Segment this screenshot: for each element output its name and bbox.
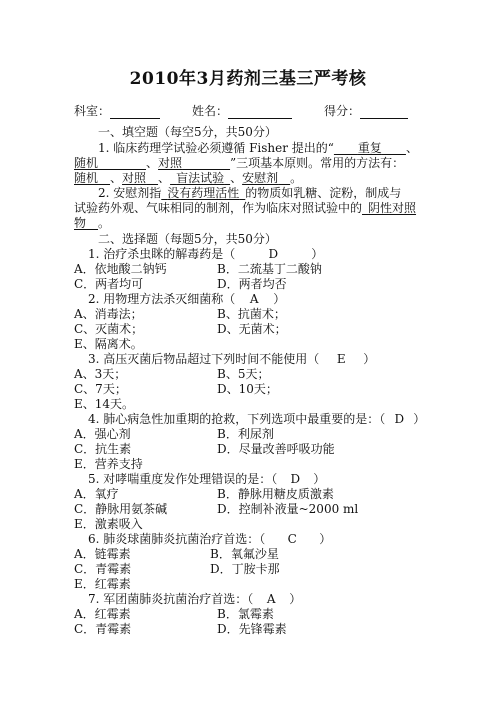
option[interactable]: B．氧氟沙星 (210, 547, 279, 561)
option[interactable]: D．两者均否 (217, 277, 287, 291)
question-answer: A (266, 592, 276, 606)
option[interactable]: A．依地酸二钠钙 (74, 262, 167, 276)
score-blank[interactable] (360, 106, 408, 119)
score-label: 得分： (324, 104, 361, 118)
question-answer: C (287, 532, 297, 546)
option[interactable]: C．青霉素 (74, 622, 132, 636)
option[interactable]: B、抗菌术； (217, 307, 286, 321)
q1-answer-blank: 盲法试验 (176, 171, 225, 185)
option[interactable]: A．氧疗 (74, 487, 119, 501)
q1-answer-blank: 随机 (74, 156, 99, 170)
option[interactable]: E、14天。 (74, 397, 135, 411)
q1-line-2: 随机 、对照 ”三项基本原则。常用的方法有： (74, 156, 405, 170)
option[interactable]: B、5天； (217, 367, 270, 381)
q1-line-1: 1. 临床药理学试验必须遵循 Fisher 提出的“ 重复 、 (98, 141, 418, 155)
option[interactable]: D．控制补液量~2000 ml (217, 502, 359, 516)
section-heading-fill-in: 一、填空题（每空5分，共50分） (98, 125, 277, 139)
question-stem: 4. 肺心病急性加重期的抢救，下列选项中最重要的是：（ D ） (88, 412, 426, 426)
dept-label: 科室： (74, 104, 111, 118)
option[interactable]: E．营养支持 (74, 457, 143, 471)
q2-line-3: 物 。 (74, 216, 111, 230)
q1-answer-blank: 随机 (74, 171, 99, 185)
question-stem: 2. 用物理方法杀灭细菌称（ A ） (88, 292, 286, 306)
q1-answer-blank: 安慰剂 (242, 171, 279, 185)
q2-answer-blank: 没有药理活性 (167, 186, 240, 200)
q2-answer-blank: 阴性对照 (368, 201, 417, 215)
question-answer: E (336, 352, 346, 366)
option[interactable]: D．尽量改善呼吸功能 (217, 442, 335, 456)
question-stem: 3. 高压灭菌后物品超过下列时间不能使用（ E ） (88, 352, 376, 366)
option[interactable]: C、7天； (74, 382, 127, 396)
option[interactable]: A、消毒法； (74, 307, 143, 321)
question-answer: D (394, 412, 405, 426)
option[interactable]: A．红霉素 (74, 607, 131, 621)
option[interactable]: B．静脉用糖皮质激素 (217, 487, 334, 501)
option[interactable]: B．二巯基丁二酸钠 (217, 262, 322, 276)
option[interactable]: E．激素吸入 (74, 517, 143, 531)
option[interactable]: D、无菌术； (217, 322, 287, 336)
score-field[interactable] (324, 102, 408, 119)
q1-answer-blank: 重复 (357, 141, 382, 155)
section-heading-multiple-choice: 二、选择题（每题5分，共50分） (98, 232, 277, 246)
exam-header-fields (74, 102, 434, 120)
dept-field[interactable] (74, 102, 160, 119)
q2-line-2: 试验药外观、气味相同的制剂，作为临床对照试验中的 阴性对照 (74, 201, 417, 215)
name-blank[interactable] (228, 106, 292, 119)
page-title: 2010年3月药剂三基三严考核 (129, 69, 367, 89)
option[interactable]: B．利尿剂 (217, 427, 274, 441)
name-field[interactable] (192, 102, 292, 119)
name-label: 姓名： (192, 104, 229, 118)
option[interactable]: D．先锋霉素 (217, 622, 287, 636)
option[interactable]: C．静脉用氨茶碱 (74, 502, 168, 516)
option[interactable]: C．两者均可 (74, 277, 144, 291)
option[interactable]: A、3天； (74, 367, 127, 381)
q1-line-3: 随机 、对照 、 盲法试验 、安慰剂 。 (74, 171, 303, 185)
option[interactable]: E、隔离术。 (74, 337, 143, 351)
option[interactable]: C、灭菌术； (74, 322, 144, 336)
option[interactable]: D．丁胺卡那 (210, 562, 280, 576)
question-stem: 5. 对哮喘重度发作处理错误的是：（ D ） (88, 472, 326, 486)
option[interactable]: C．抗生素 (74, 442, 132, 456)
question-stem: 6. 肺炎球菌肺炎抗菌治疗首选：（ C ） (88, 532, 332, 546)
q2-answer-blank: 物 (74, 216, 87, 230)
dept-blank[interactable] (110, 106, 160, 119)
option[interactable]: D、10天； (217, 382, 278, 396)
option[interactable]: E．红霉素 (74, 577, 131, 591)
option[interactable]: B．氯霉素 (217, 607, 274, 621)
option[interactable]: A．强心剂 (74, 427, 131, 441)
question-stem: 1. 治疗杀虫眯的解毒药是（ D ） (88, 247, 324, 261)
q2-line-1: 2. 安慰剂指 没有药理活性 的物质如乳糖、淀粉，制成与 (98, 186, 402, 200)
question-answer: A (249, 292, 259, 306)
option[interactable]: A．链霉素 (74, 547, 131, 561)
q1-answer-blank: 对照 (158, 156, 183, 170)
q1-answer-blank: 对照 (122, 171, 147, 185)
question-answer: D (268, 247, 279, 261)
option[interactable]: C．青霉素 (74, 562, 132, 576)
question-stem: 7. 军团菌肺炎抗菌治疗首选：（ A ） (88, 592, 302, 606)
question-answer: D (290, 472, 301, 486)
